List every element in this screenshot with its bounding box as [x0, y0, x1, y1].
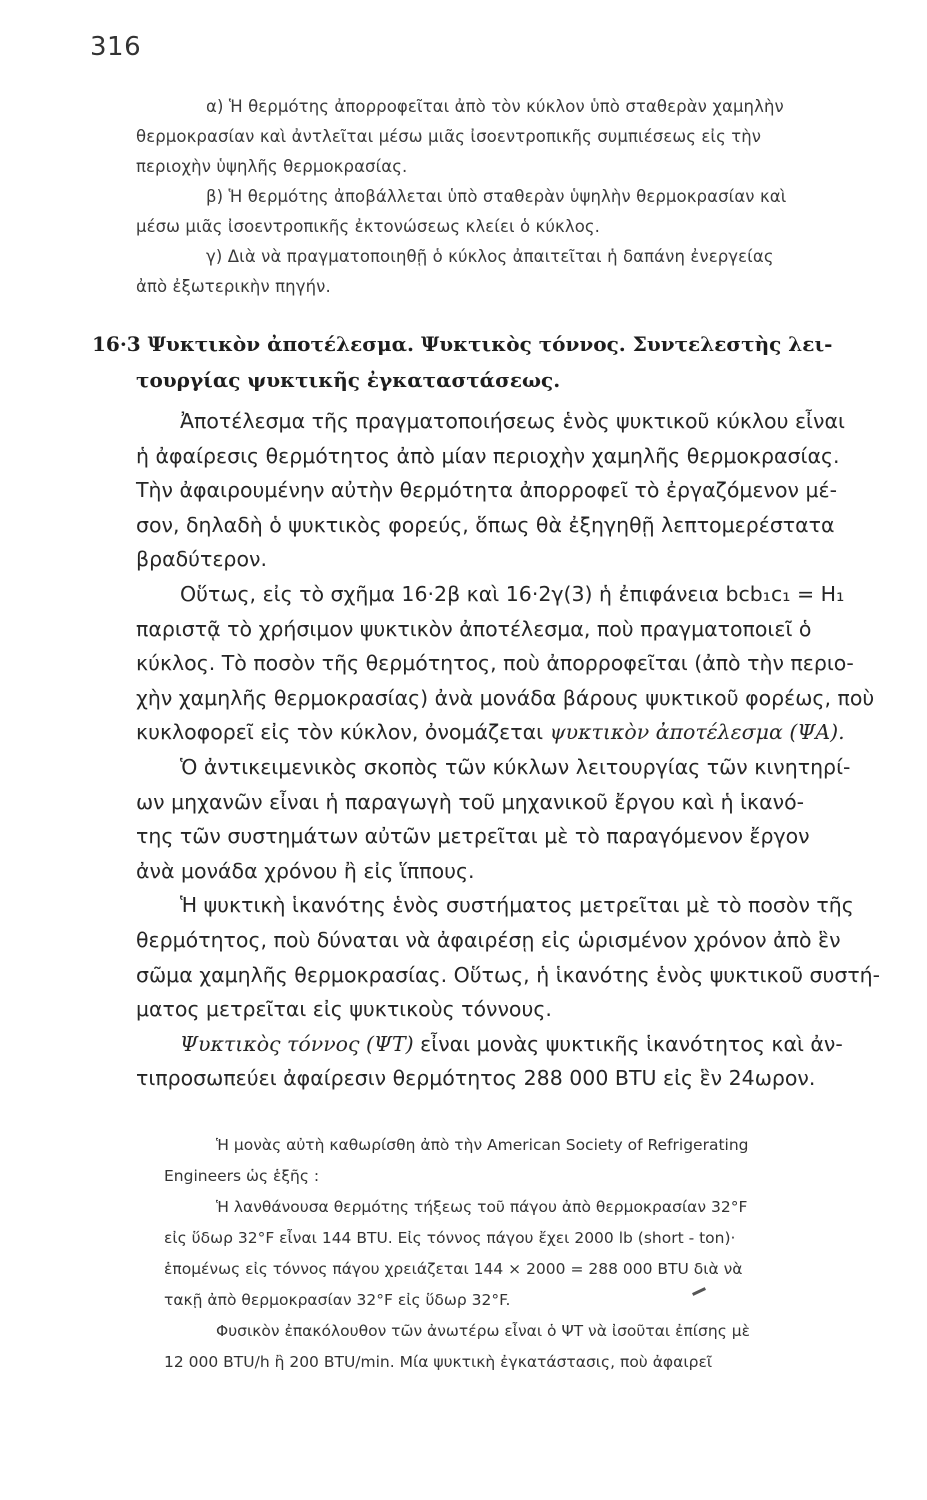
section-heading: [92, 326, 922, 398]
heading-line: τουργίας ψυκτικῆς ἐγκαταστάσεως.: [136, 368, 561, 392]
term-refrigerating-effect: ψυκτικὸν ἀποτέλεσμα (ΨΑ).: [549, 720, 845, 745]
footnote-line: Φυσικὸν ἐπακόλουθον τῶν ἀνωτέρω εἶναι ὁ ΨΤ νὰ ἰσοῦται ἐπίσης μὲ: [216, 1322, 750, 1340]
body-text-run: κυκλοφορεῖ εἰς τὸν κύκλον, ὀνομάζεται: [136, 720, 544, 745]
footnote-line: εἰς ὕδωρ 32°F εἶναι 144 BTU. Εἰς τόννος πάγου ἔχει 2000 lb (short - ton)·: [164, 1229, 736, 1247]
body-line: θερμότητος, ποὺ δύναται νὰ ἀφαιρέσῃ εἰς ὡρισμένον χρόνον ἀπὸ ἓν: [136, 927, 841, 952]
body-line: τιπροσωπεύει ἀφαίρεσιν θερμότητος 288 000 BTU εἰς ἓν 24ωρον.: [136, 1066, 816, 1091]
footnote-line: ἑπομένως εἰς τόννος πάγου χρειάζεται 144 × 2000 = 288 000 BTU διὰ νὰ: [164, 1260, 743, 1278]
body-line: ἀνὰ μονάδα χρόνου ἢ εἰς ἵππους.: [136, 858, 475, 883]
body-line: Ἀποτέλεσμα τῆς πραγματοποιήσεως ἑνὸς ψυκτικοῦ κύκλου εἶναι: [180, 409, 845, 433]
footnote-line: Ἡ μονὰς αὐτὴ καθωρίσθη ἀπὸ τὴν American Society of Refrigerating: [216, 1136, 749, 1154]
body-line: [136, 715, 926, 750]
heading-line: 16·3 Ψυκτικὸν ἀποτέλεσμα. Ψυκτικὸς τόννος. Συντελεστὴς λει-: [92, 332, 833, 356]
body-line: της τῶν συστημάτων αὐτῶν μετρεῖται μὲ τὸ παραγόμενον ἔργον: [136, 824, 810, 849]
footnote-line: Ἡ λανθάνουσα θερμότης τήξεως τοῦ πάγου ἀπὸ θερμοκρασίαν 32°F: [216, 1198, 748, 1216]
footnote-line: τακῇ ἀπὸ θερμοκρασίαν 32°F εἰς ὕδωρ 32°F.: [164, 1291, 511, 1309]
intro-line: γ) Διὰ νὰ πραγματοποιηθῇ ὁ κύκλος ἀπαιτεῖται ἡ δαπάνη ἐνεργείας: [206, 247, 774, 266]
intro-line: β) Ἡ θερμότης ἀποβάλλεται ὑπὸ σταθερὰν ὑψηλὴν θερμοκρασίαν καὶ: [206, 187, 787, 206]
body-line: παριστᾷ τὸ χρήσιμον ψυκτικὸν ἀποτέλεσμα, ποὺ πραγματοποιεῖ ὁ: [136, 616, 812, 641]
intro-line: μέσω μιᾶς ἰσοεντροπικῆς ἐκτονώσεως κλείει ὁ κύκλος.: [136, 217, 601, 236]
intro-list: [136, 92, 916, 302]
page-number: 316: [90, 32, 142, 62]
body-line: Τὴν ἀφαιρουμένην αὐτὴν θερμότητα ἀπορροφεῖ τὸ ἐργαζόμενον μέ-: [136, 478, 837, 503]
body-line: ἡ ἀφαίρεσις θερμότητος ἀπὸ μίαν περιοχὴν χαμηλῆς θερμοκρασίας.: [136, 443, 840, 468]
body-text: [136, 404, 926, 1096]
body-line: Οὕτως, εἰς τὸ σχῆμα 16·2β καὶ 16·2γ(3) ἡ ἐπιφάνεια bcb₁c₁ = H₁: [180, 581, 845, 606]
body-line: ματος μετρεῖται εἰς ψυκτικοὺς τόννους.: [136, 997, 552, 1022]
body-line: κύκλος. Τὸ ποσὸν τῆς θερμότητος, ποὺ ἀπορροφεῖται (ἀπὸ τὴν περιο-: [136, 651, 854, 676]
body-line: [136, 1027, 926, 1062]
intro-line: ἀπὸ ἐξωτερικὴν πηγήν.: [136, 277, 331, 296]
intro-line: περιοχὴν ὑψηλῆς θερμοκρασίας.: [136, 157, 408, 176]
body-line: Ἡ ψυκτικὴ ἱκανότης ἑνὸς συστήματος μετρεῖται μὲ τὸ ποσὸν τῆς: [180, 893, 854, 918]
body-line: Ὁ ἀντικειμενικὸς σκοπὸς τῶν κύκλων λειτουργίας τῶν κινητηρί-: [180, 754, 851, 779]
body-line: σῶμα χαμηλῆς θερμοκρασίας. Οὕτως, ἡ ἱκανότης ἑνὸς ψυκτικοῦ συστή-: [136, 962, 881, 987]
footnote: [164, 1130, 924, 1378]
footnote-line: Engineers ὡς ἑξῆς :: [164, 1167, 320, 1185]
intro-line: θερμοκρασίαν καὶ ἀντλεῖται μέσω μιᾶς ἰσοεντροπικῆς συμπιέσεως εἰς τὴν: [136, 127, 762, 146]
body-line: χὴν χαμηλῆς θερμοκρασίας) ἀνὰ μονάδα βάρους ψυκτικοῦ φορέως, ποὺ: [136, 685, 875, 710]
body-line: σον, δηλαδὴ ὁ ψυκτικὸς φορεύς, ὅπως θὰ ἐξηγηθῇ λεπτομερέστατα: [136, 512, 835, 537]
body-line: βραδύτερον.: [136, 547, 267, 572]
body-line: ων μηχανῶν εἶναι ἡ παραγωγὴ τοῦ μηχανικοῦ ἔργου καὶ ἡ ἱκανό-: [136, 789, 805, 814]
term-refrigeration-ton: Ψυκτικὸς τόννος (ΨΤ): [180, 1031, 414, 1056]
footnote-line: 12 000 BTU/h ἢ 200 BTU/min. Μία ψυκτικὴ ἐγκατάστασις, ποὺ ἀφαιρεῖ: [164, 1353, 713, 1371]
intro-line: α) Ἡ θερμότης ἀπορροφεῖται ἀπὸ τὸν κύκλον ὑπὸ σταθερὰν χαμηλὴν: [206, 97, 784, 116]
body-text-run: εἶναι μονὰς ψυκτικῆς ἱκανότητος καὶ ἀν-: [420, 1031, 843, 1056]
